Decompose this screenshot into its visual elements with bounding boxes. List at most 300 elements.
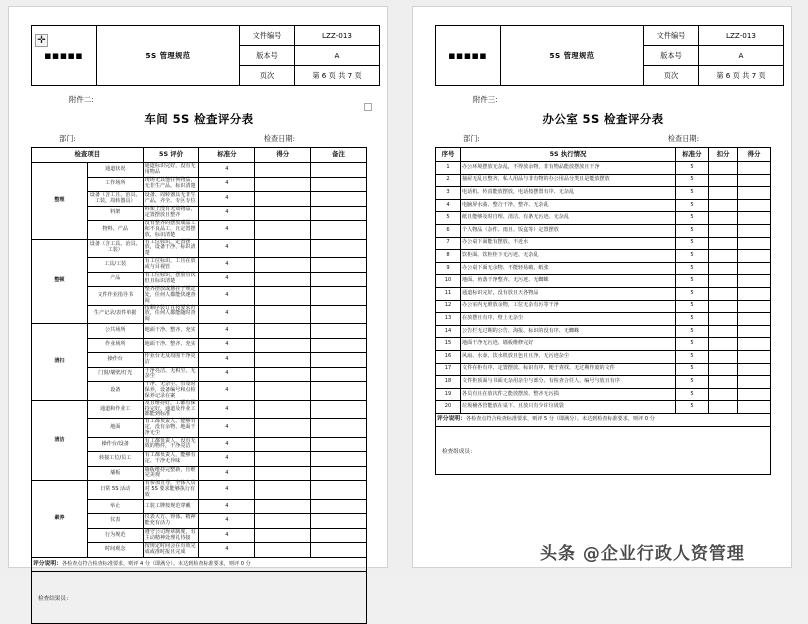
header-key-doc-no-right: 文件编号 bbox=[644, 26, 699, 46]
remark-cell[interactable] bbox=[311, 481, 367, 500]
standard-score-cell: 4 bbox=[199, 400, 255, 419]
table-row bbox=[436, 250, 771, 263]
score-input-cell[interactable] bbox=[255, 514, 311, 529]
remark-cell[interactable] bbox=[311, 239, 367, 258]
criteria-cell: 整齐摆放或悬挂于规定处，任何人都能快速查阅 bbox=[143, 287, 199, 306]
standard-score-cell: 4 bbox=[199, 338, 255, 353]
deduction-input-cell[interactable] bbox=[709, 174, 738, 187]
criteria-cell: 遵守公司规章制度，有主动精神处理礼待接 bbox=[143, 528, 199, 543]
score-input-cell[interactable] bbox=[738, 300, 771, 313]
row-number-cell: 7 bbox=[436, 237, 461, 250]
dept-label-right: 部门: bbox=[463, 134, 480, 143]
criteria-cell: 有工位标识，定置摆放，设备干净，标识清楚 bbox=[143, 239, 199, 258]
score-input-cell[interactable] bbox=[255, 324, 311, 339]
score-input-cell[interactable] bbox=[255, 287, 311, 306]
standard-score-cell: 5 bbox=[676, 325, 709, 338]
criteria-cell: 及且维持好，工都有保持完好，通道及作业工都能到标准 bbox=[143, 400, 199, 419]
score-input-cell[interactable] bbox=[255, 367, 311, 382]
standard-score-cell: 5 bbox=[676, 162, 709, 175]
score-input-cell[interactable] bbox=[255, 206, 311, 221]
page-title-right: 办公室 5S 检查评分表 bbox=[542, 112, 664, 126]
row-number-cell: 9 bbox=[436, 262, 461, 275]
criteria-cell: 作业台无及周围干净亮洁 bbox=[143, 353, 199, 368]
left-note-label: 评分说明： bbox=[33, 561, 62, 568]
standard-score-cell: 4 bbox=[199, 353, 255, 368]
col-remark: 备注 bbox=[311, 148, 367, 163]
criteria-cell: 墙板维持完整新，且维完美观 bbox=[143, 466, 199, 481]
criteria-cell: 料架上没有无效物品，定置摆放且整齐 bbox=[143, 206, 199, 221]
deduction-input-cell[interactable] bbox=[709, 300, 738, 313]
check-item-cell: 转接工位/员工 bbox=[87, 452, 143, 467]
table-row bbox=[436, 162, 771, 175]
remark-cell[interactable] bbox=[311, 258, 367, 273]
standard-score-cell: 5 bbox=[676, 237, 709, 250]
deduction-input-cell[interactable] bbox=[709, 212, 738, 225]
remark-cell[interactable] bbox=[311, 382, 367, 401]
standard-score-cell: 4 bbox=[199, 272, 255, 287]
score-input-cell[interactable] bbox=[255, 382, 311, 401]
watermark: 头条 @企业行政人资管理 bbox=[540, 544, 745, 564]
check-item-cell: 举止 bbox=[87, 499, 143, 514]
check-item-cell: 物料、产品 bbox=[87, 221, 143, 240]
deduction-input-cell[interactable] bbox=[709, 287, 738, 300]
score-input-cell[interactable] bbox=[255, 258, 311, 273]
execution-desc-cell: 文件柜顶面与书面无杂用杂尘与部分、有检查合任人、编号与放且有序 bbox=[461, 376, 676, 389]
score-input-cell[interactable] bbox=[255, 400, 311, 419]
score-input-cell[interactable] bbox=[255, 192, 311, 207]
standard-score-cell: 4 bbox=[199, 543, 255, 558]
office-5s-score-table bbox=[435, 147, 771, 427]
score-input-cell[interactable] bbox=[738, 338, 771, 351]
standard-score-cell: 4 bbox=[199, 324, 255, 339]
check-item-cell: 料架 bbox=[87, 206, 143, 221]
col-actual-score: 得分 bbox=[255, 148, 311, 163]
row-number-cell: 13 bbox=[436, 313, 461, 326]
col-actual-score-right: 得分 bbox=[738, 148, 771, 162]
category-cell: 整理 bbox=[32, 163, 88, 240]
score-input-cell[interactable] bbox=[738, 174, 771, 187]
execution-desc-cell: 地面干净无污迹、墙板维修完好 bbox=[461, 338, 676, 351]
header-value-page: 第 6 页 共 7 页 bbox=[295, 66, 380, 86]
table-row bbox=[436, 388, 771, 401]
score-input-cell[interactable] bbox=[738, 199, 771, 212]
check-item-cell: 通道状况 bbox=[87, 163, 143, 178]
table-row bbox=[436, 262, 771, 275]
score-input-cell[interactable] bbox=[738, 187, 771, 200]
deduction-input-cell[interactable] bbox=[709, 262, 738, 275]
check-item-cell: 公共场所 bbox=[87, 324, 143, 339]
check-item-cell: 仪表 bbox=[87, 514, 143, 529]
check-item-cell: 产品 bbox=[87, 272, 143, 287]
execution-desc-cell: 抽屉无乱且整齐，私人用品与非有物的办公用品分类且是能放摆放 bbox=[461, 174, 676, 187]
criteria-cell: 有工都负责人，能够有定，没有余物，地面干净无尘 bbox=[143, 419, 199, 438]
standard-score-cell: 4 bbox=[199, 419, 255, 438]
deduction-input-cell[interactable] bbox=[709, 376, 738, 389]
table-row bbox=[436, 187, 771, 200]
col-deduction: 扣分 bbox=[709, 148, 738, 162]
deduction-input-cell[interactable] bbox=[709, 275, 738, 288]
criteria-cell: 有工位标识，工且在放或与目视管 bbox=[143, 258, 199, 273]
standard-score-cell: 4 bbox=[199, 514, 255, 529]
score-input-cell[interactable] bbox=[738, 376, 771, 389]
right-note-text: 各检查点符合检查标准要求，则评 5 分（即满分）。未达到检查标准要求，则评 0 分 bbox=[466, 416, 655, 423]
execution-desc-cell: 风扇、水壶、饮水机放且色且且净、无污迹杂尘 bbox=[461, 350, 676, 363]
table-move-handle-icon[interactable]: ✛ bbox=[35, 34, 48, 47]
criteria-cell: 没有整齐的摆放成品工和不良品工，且定置摆放，标识清楚 bbox=[143, 221, 199, 240]
table-header-row bbox=[32, 148, 367, 163]
standard-score-cell: 4 bbox=[199, 528, 255, 543]
attachment-label-right: 附件三: bbox=[473, 95, 498, 104]
header-value-version-right: A bbox=[699, 46, 784, 66]
date-label-right: 检查日期: bbox=[667, 134, 699, 143]
standard-score-cell: 4 bbox=[199, 239, 255, 258]
score-input-cell[interactable] bbox=[255, 221, 311, 240]
score-input-cell[interactable] bbox=[738, 350, 771, 363]
check-item-cell: 操作台/设备 bbox=[87, 437, 143, 452]
deduction-input-cell[interactable] bbox=[709, 313, 738, 326]
standard-score-cell: 5 bbox=[676, 363, 709, 376]
deduction-input-cell[interactable] bbox=[709, 224, 738, 237]
check-item-cell: 时间观念 bbox=[87, 543, 143, 558]
remark-cell[interactable] bbox=[311, 367, 367, 382]
table-row bbox=[32, 481, 367, 500]
criteria-cell: 通道标识完好，没有无用物品 bbox=[143, 163, 199, 178]
page-right-content bbox=[435, 25, 771, 475]
standard-score-cell: 4 bbox=[199, 382, 255, 401]
check-item-cell: 设备（含工且、治具、工装、周转器具） bbox=[87, 192, 143, 207]
row-number-cell: 1 bbox=[436, 162, 461, 175]
document-page-right bbox=[412, 6, 792, 568]
row-number-cell: 3 bbox=[436, 187, 461, 200]
row-number-cell: 8 bbox=[436, 250, 461, 263]
table-row bbox=[436, 224, 771, 237]
score-input-cell[interactable] bbox=[255, 437, 311, 452]
right-sign-label: 检查组成员： bbox=[442, 448, 476, 455]
document-header-table-right bbox=[435, 25, 784, 86]
deduction-input-cell[interactable] bbox=[709, 162, 738, 175]
execution-desc-cell: 各员有且在放次件之能放摆放、整齐无污损 bbox=[461, 388, 676, 401]
remark-cell[interactable] bbox=[311, 206, 367, 221]
left-sign-label: 检查结果员： bbox=[38, 596, 72, 603]
criteria-cell: 有参加宣导，全体人员对 5S 要求能够执行有效 bbox=[143, 481, 199, 500]
row-number-cell: 14 bbox=[436, 325, 461, 338]
row-number-cell: 2 bbox=[436, 174, 461, 187]
execution-desc-cell: 通道标识完好，没有放且天各物品 bbox=[461, 287, 676, 300]
score-input-cell[interactable] bbox=[738, 325, 771, 338]
score-input-cell[interactable] bbox=[255, 528, 311, 543]
date-label-left: 检查日期: bbox=[263, 134, 295, 143]
standard-score-cell: 4 bbox=[199, 287, 255, 306]
left-note-row bbox=[32, 557, 367, 572]
remark-cell[interactable] bbox=[311, 419, 367, 438]
remark-cell[interactable] bbox=[311, 466, 367, 481]
table-row bbox=[32, 163, 367, 178]
meta-row-right bbox=[435, 134, 771, 144]
header-value-page-right: 第 6 页 共 7 页 bbox=[699, 66, 784, 86]
remark-cell[interactable] bbox=[311, 272, 367, 287]
header-key-version-right: 版本号 bbox=[644, 46, 699, 66]
execution-desc-cell: 办公桌下面无余物、不能轻易破、纸张 bbox=[461, 262, 676, 275]
standard-score-cell: 5 bbox=[676, 275, 709, 288]
right-note-label: 评分说明： bbox=[437, 416, 466, 423]
standard-score-cell: 5 bbox=[676, 313, 709, 326]
attachment-label-left: 附件二: bbox=[69, 95, 94, 104]
remark-cell[interactable] bbox=[311, 192, 367, 207]
execution-desc-cell: 地面、角落干净整齐、无污迹、无蜘蛛 bbox=[461, 275, 676, 288]
score-input-cell[interactable] bbox=[738, 250, 771, 263]
remark-cell[interactable] bbox=[311, 221, 367, 240]
remark-cell[interactable] bbox=[311, 528, 367, 543]
deduction-input-cell[interactable] bbox=[709, 350, 738, 363]
table-row bbox=[436, 199, 771, 212]
score-input-cell[interactable] bbox=[738, 162, 771, 175]
header-value-doc-no-right: LZZ-013 bbox=[699, 26, 784, 46]
category-cell: 清扫 bbox=[32, 324, 88, 401]
standard-score-cell: 5 bbox=[676, 376, 709, 389]
deduction-input-cell[interactable] bbox=[709, 187, 738, 200]
standard-score-cell: 5 bbox=[676, 212, 709, 225]
criteria-cell: 干净亮洁、无积尘、无杂尘 bbox=[143, 367, 199, 382]
score-input-cell[interactable] bbox=[255, 305, 311, 324]
execution-desc-cell: 公告栏无过期的公告、海报、标识的没有序、无蜘蛛 bbox=[461, 325, 676, 338]
standard-score-cell: 4 bbox=[199, 499, 255, 514]
remark-cell[interactable] bbox=[311, 287, 367, 306]
score-input-cell[interactable] bbox=[255, 452, 311, 467]
col-5s-evaluation: 5S 评价 bbox=[143, 148, 199, 163]
remark-cell[interactable] bbox=[311, 543, 367, 558]
remark-cell[interactable] bbox=[311, 163, 367, 178]
remark-cell[interactable] bbox=[311, 338, 367, 353]
execution-desc-cell: 办公桌下面能有摆放、不近水 bbox=[461, 237, 676, 250]
workshop-5s-score-table bbox=[31, 147, 367, 572]
table-row bbox=[436, 325, 771, 338]
document-header-table bbox=[31, 25, 380, 86]
score-input-cell[interactable] bbox=[255, 419, 311, 438]
criteria-cell: 有工位标识，摆放有次但且标识清楚 bbox=[143, 272, 199, 287]
score-input-cell[interactable] bbox=[738, 237, 771, 250]
right-table-body bbox=[436, 162, 771, 414]
header-value-doc-no: LZZ-013 bbox=[295, 26, 380, 46]
table-row bbox=[32, 324, 367, 339]
table-row bbox=[436, 287, 771, 300]
criteria-cell: 仪表大方、得体、精神能充有活力 bbox=[143, 514, 199, 529]
row-number-cell: 19 bbox=[436, 388, 461, 401]
row-number-cell: 6 bbox=[436, 224, 461, 237]
check-item-cell: 文件作业指导书 bbox=[87, 287, 143, 306]
row-number-cell: 15 bbox=[436, 338, 461, 351]
standard-score-cell: 4 bbox=[199, 305, 255, 324]
criteria-cell: 设备、周转器具无非生产品，齐全、专区专位 bbox=[143, 192, 199, 207]
document-page-left bbox=[8, 6, 388, 603]
deduction-input-cell[interactable] bbox=[709, 325, 738, 338]
deduction-input-cell[interactable] bbox=[709, 199, 738, 212]
remark-cell[interactable] bbox=[311, 499, 367, 514]
execution-desc-cell: 文件在柜有序、定置摆放、标识有序、便于查找、无过期作废的文件 bbox=[461, 363, 676, 376]
score-input-cell[interactable] bbox=[738, 388, 771, 401]
score-input-cell[interactable] bbox=[255, 338, 311, 353]
criteria-cell: 工装工牌按规范穿戴 bbox=[143, 499, 199, 514]
table-row bbox=[436, 376, 771, 389]
execution-desc-cell: 纸且能够及时自理、清洁、有条无污迹、无杂乱 bbox=[461, 212, 676, 225]
execution-desc-cell: 办公环境摆放无杂乱，不得放余物，非有物品能放摆放且干净 bbox=[461, 162, 676, 175]
right-note-cell bbox=[436, 413, 771, 426]
standard-score-cell: 5 bbox=[676, 287, 709, 300]
check-item-cell: 作业场所 bbox=[87, 338, 143, 353]
check-item-cell: 通道和作业工 bbox=[87, 400, 143, 419]
score-input-cell[interactable] bbox=[738, 287, 771, 300]
right-sign-box[interactable] bbox=[435, 427, 771, 475]
score-input-cell[interactable] bbox=[738, 224, 771, 237]
execution-desc-cell: 在放摆且有序、壁上无杂尘 bbox=[461, 313, 676, 326]
deduction-input-cell[interactable] bbox=[709, 250, 738, 263]
table-row bbox=[436, 313, 771, 326]
remark-cell[interactable] bbox=[311, 400, 367, 419]
row-number-cell: 20 bbox=[436, 401, 461, 414]
check-item-cell: 日常 5S 活动 bbox=[87, 481, 143, 500]
page-left-content bbox=[31, 25, 367, 624]
table-row bbox=[32, 239, 367, 258]
table-row bbox=[436, 363, 771, 376]
standard-score-cell: 5 bbox=[676, 300, 709, 313]
check-item-cell: 设备 bbox=[87, 382, 143, 401]
score-input-cell[interactable] bbox=[255, 272, 311, 287]
remark-cell[interactable] bbox=[311, 353, 367, 368]
standard-score-cell: 5 bbox=[676, 388, 709, 401]
criteria-cell: 有工都负责人，没有无效的物件，干净亮洁 bbox=[143, 437, 199, 452]
execution-desc-cell: 办公室内无堆放余物，工位无杂有污等干净 bbox=[461, 300, 676, 313]
row-number-cell: 10 bbox=[436, 275, 461, 288]
deduction-input-cell[interactable] bbox=[709, 237, 738, 250]
score-input-cell[interactable] bbox=[255, 163, 311, 178]
left-note-cell bbox=[32, 557, 367, 572]
check-item-cell: 操作台 bbox=[87, 353, 143, 368]
score-input-cell[interactable] bbox=[255, 177, 311, 192]
standard-score-cell: 5 bbox=[676, 174, 709, 187]
criteria-cell: 现场无其他任何物品，无非生产品，标识清楚 bbox=[143, 177, 199, 192]
standard-score-cell: 4 bbox=[199, 163, 255, 178]
remark-cell[interactable] bbox=[311, 437, 367, 452]
standard-score-cell: 4 bbox=[199, 367, 255, 382]
standard-score-cell: 4 bbox=[199, 466, 255, 481]
score-input-cell[interactable] bbox=[255, 353, 311, 368]
table-header-row-right bbox=[436, 148, 771, 162]
score-input-cell[interactable] bbox=[255, 481, 311, 500]
standard-score-cell: 4 bbox=[199, 452, 255, 467]
table-row bbox=[436, 300, 771, 313]
table-row bbox=[436, 350, 771, 363]
score-input-cell[interactable] bbox=[738, 313, 771, 326]
score-input-cell[interactable] bbox=[738, 262, 771, 275]
criteria-cell: 按顺序装订且按要求归放，任何人都能随时查阅 bbox=[143, 305, 199, 324]
standard-score-cell: 4 bbox=[199, 177, 255, 192]
score-input-cell[interactable] bbox=[738, 401, 771, 414]
header-key-doc-no: 文件编号 bbox=[240, 26, 295, 46]
header-key-page-right: 页次 bbox=[644, 66, 699, 86]
standard-score-cell: 4 bbox=[199, 206, 255, 221]
remark-cell[interactable] bbox=[311, 514, 367, 529]
row-number-cell: 11 bbox=[436, 287, 461, 300]
row-number-cell: 5 bbox=[436, 212, 461, 225]
check-item-cell: 行为规范 bbox=[87, 528, 143, 543]
score-input-cell[interactable] bbox=[255, 543, 311, 558]
remark-cell[interactable] bbox=[311, 177, 367, 192]
check-item-cell: 设备（含工具、治具、工装） bbox=[87, 239, 143, 258]
header-key-page: 页次 bbox=[240, 66, 295, 86]
category-cell: 整顿 bbox=[32, 239, 88, 324]
table-row bbox=[436, 275, 771, 288]
execution-desc-cell: 电话机、传真能放摆放，电话按摆置有序、无杂乱 bbox=[461, 187, 676, 200]
check-item-cell: 门窗/墙壁/灯光 bbox=[87, 367, 143, 382]
standard-score-cell: 5 bbox=[676, 401, 709, 414]
document-header-title-right: 5S 管理规范 bbox=[501, 26, 644, 86]
execution-desc-cell: 饮柜面、饮柜柜下无污迹、无杂乱 bbox=[461, 250, 676, 263]
score-input-cell[interactable] bbox=[255, 466, 311, 481]
deduction-input-cell[interactable] bbox=[709, 363, 738, 376]
standard-score-cell: 5 bbox=[676, 250, 709, 263]
standard-score-cell: 5 bbox=[676, 350, 709, 363]
execution-desc-cell: 个人物品（杂件、雨且、饭盒等）定置摆放 bbox=[461, 224, 676, 237]
check-item-cell: 生产记录/表件单据 bbox=[87, 305, 143, 324]
standard-score-cell: 5 bbox=[676, 338, 709, 351]
standard-score-cell: 4 bbox=[199, 192, 255, 207]
col-standard-score-right: 标准分 bbox=[676, 148, 709, 162]
execution-desc-cell: 电脑屏水曲、整合干净、整齐、无杂乱 bbox=[461, 199, 676, 212]
criteria-cell: 干净、无杂尘、有及时保养，设备编号和点检保养记录在案 bbox=[143, 382, 199, 401]
deduction-input-cell[interactable] bbox=[709, 401, 738, 414]
criteria-cell: 地面干净、整齐、充实 bbox=[143, 324, 199, 339]
score-input-cell[interactable] bbox=[738, 212, 771, 225]
table-row bbox=[436, 212, 771, 225]
left-note-text: 各检查点符合检查标准要求，则评 4 分（即满分）。未达到检查标准要求，则评 0 分 bbox=[62, 561, 251, 568]
row-number-cell: 4 bbox=[436, 199, 461, 212]
col-5s-execution: 5S 执行情况 bbox=[461, 148, 676, 162]
standard-score-cell: 5 bbox=[676, 262, 709, 275]
remark-cell[interactable] bbox=[311, 452, 367, 467]
remark-cell[interactable] bbox=[311, 324, 367, 339]
score-input-cell[interactable] bbox=[255, 499, 311, 514]
standard-score-cell: 5 bbox=[676, 187, 709, 200]
score-input-cell[interactable] bbox=[738, 363, 771, 376]
score-input-cell[interactable] bbox=[255, 239, 311, 258]
deduction-input-cell[interactable] bbox=[709, 338, 738, 351]
meta-row-left bbox=[31, 134, 367, 144]
check-item-cell: 工作场所 bbox=[87, 177, 143, 192]
header-key-version: 版本号 bbox=[240, 46, 295, 66]
check-item-cell: 地面 bbox=[87, 419, 143, 438]
standard-score-cell: 4 bbox=[199, 437, 255, 452]
score-input-cell[interactable] bbox=[738, 275, 771, 288]
standard-score-cell: 5 bbox=[676, 224, 709, 237]
deduction-input-cell[interactable] bbox=[709, 388, 738, 401]
table-row bbox=[436, 401, 771, 414]
table-row bbox=[32, 400, 367, 419]
col-check-item: 检查项目 bbox=[32, 148, 144, 163]
company-logo: ■■■■■ bbox=[32, 26, 97, 86]
category-cell: 清洁 bbox=[32, 400, 88, 481]
remark-cell[interactable] bbox=[311, 305, 367, 324]
left-sign-box[interactable] bbox=[31, 572, 367, 624]
row-number-cell: 17 bbox=[436, 363, 461, 376]
standard-score-cell: 4 bbox=[199, 221, 255, 240]
check-item-cell: 墙板 bbox=[87, 466, 143, 481]
left-table-body bbox=[32, 163, 367, 558]
standard-score-cell: 5 bbox=[676, 199, 709, 212]
document-header-title: 5S 管理规范 bbox=[97, 26, 240, 86]
standard-score-cell: 4 bbox=[199, 258, 255, 273]
criteria-cell: 按规定时间会在有效完成或准时报且完成 bbox=[143, 543, 199, 558]
right-note-row bbox=[436, 413, 771, 426]
header-value-version: A bbox=[295, 46, 380, 66]
